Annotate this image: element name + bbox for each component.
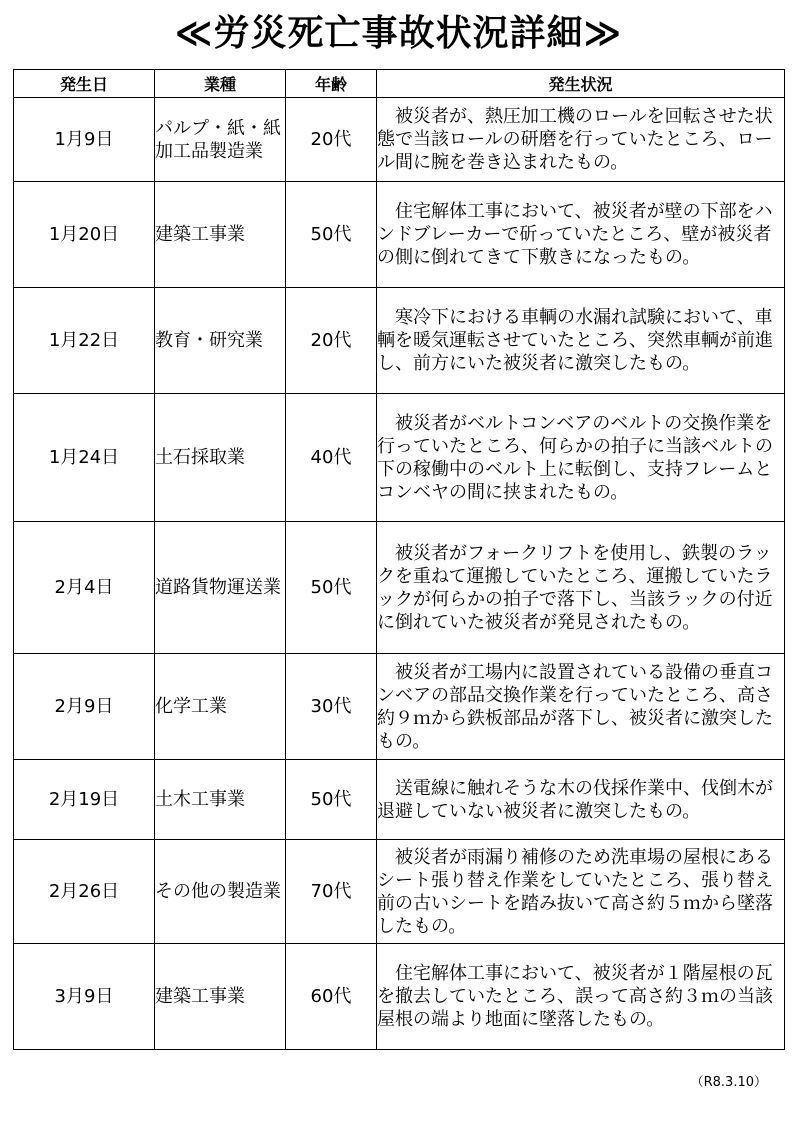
cell-date: 2月19日 xyxy=(14,760,155,840)
cell-age: 70代 xyxy=(286,840,377,944)
table-row xyxy=(14,840,785,944)
header-description: 発生状況 xyxy=(377,70,785,98)
cell-date: 2月4日 xyxy=(14,522,155,654)
cell-description: 被災者がベルトコンベアのベルトの交換作業を行っていたところ、何らかの拍子に当該ベルトの下の稼働中のベルト上に転倒し、支持フレームとコンベヤの間に挟まれたもの。 xyxy=(377,394,785,522)
cell-age: 50代 xyxy=(286,760,377,840)
cell-date: 1月24日 xyxy=(14,394,155,522)
cell-date: 1月9日 xyxy=(14,98,155,182)
table-row xyxy=(14,522,785,654)
cell-date: 1月22日 xyxy=(14,288,155,394)
table-row xyxy=(14,182,785,288)
cell-industry: その他の製造業 xyxy=(155,840,286,944)
accident-table xyxy=(13,69,785,1050)
cell-description: 寒冷下における車輌の水漏れ試験において、車輌を暖気運転させていたところ、突然車輌が前進し、前方にいた被災者に激突したもの。 xyxy=(377,288,785,394)
header-age: 年齢 xyxy=(286,70,377,98)
table-row xyxy=(14,98,785,182)
table-header-row xyxy=(14,70,785,98)
cell-industry: 建築工事業 xyxy=(155,944,286,1050)
cell-industry: 土木工事業 xyxy=(155,760,286,840)
cell-description: 住宅解体工事において、被災者が壁の下部をハンドブレーカーで斫っていたところ、壁が被災者の側に倒れてきて下敷きになったもの。 xyxy=(377,182,785,288)
cell-description: 被災者がフォークリフトを使用し、鉄製のラックを重ねて運搬していたところ、運搬していたラックが何らかの拍子で落下し、当該ラックの付近に倒れていた被災者が発見されたもの。 xyxy=(377,522,785,654)
cell-age: 30代 xyxy=(286,654,377,760)
date-note: （R8.3.10） xyxy=(690,1075,767,1090)
cell-age: 40代 xyxy=(286,394,377,522)
cell-age: 60代 xyxy=(286,944,377,1050)
cell-description: 被災者が、熱圧加工機のロールを回転させた状態で当該ロールの研磨を行っていたところ、ロール間に腕を巻き込まれたもの。 xyxy=(377,98,785,182)
header-date: 発生日 xyxy=(14,70,155,98)
cell-date: 2月26日 xyxy=(14,840,155,944)
table-row xyxy=(14,288,785,394)
cell-description: 住宅解体工事において、被災者が１階屋根の瓦を撤去していたところ、誤って高さ約３ｍの当該屋根の端より地面に墜落したもの。 xyxy=(377,944,785,1050)
cell-description: 被災者が工場内に設置されている設備の垂直コンベアの部品交換作業を行っていたところ、高さ約９ｍから鉄板部品が落下し、被災者に激突したもの。 xyxy=(377,654,785,760)
table-row xyxy=(14,394,785,522)
cell-date: 3月9日 xyxy=(14,944,155,1050)
cell-industry: 教育・研究業 xyxy=(155,288,286,394)
cell-date: 2月9日 xyxy=(14,654,155,760)
cell-industry: 化学工業 xyxy=(155,654,286,760)
cell-industry: 土石採取業 xyxy=(155,394,286,522)
table-row xyxy=(14,944,785,1050)
cell-industry: 道路貨物運送業 xyxy=(155,522,286,654)
page-title: ≪労災死亡事故状況詳細≫ xyxy=(174,13,623,54)
cell-age: 20代 xyxy=(286,98,377,182)
cell-age: 20代 xyxy=(286,288,377,394)
cell-date: 1月20日 xyxy=(14,182,155,288)
cell-description: 送電線に触れそうな木の伐採作業中、伐倒木が退避していない被災者に激突したもの。 xyxy=(377,760,785,840)
header-industry: 業種 xyxy=(155,70,286,98)
table-row xyxy=(14,654,785,760)
cell-age: 50代 xyxy=(286,182,377,288)
table-row xyxy=(14,760,785,840)
cell-industry: パルプ・紙・紙加工品製造業 xyxy=(155,98,286,182)
cell-description: 被災者が雨漏り補修のため洗車場の屋根にあるシート張り替え作業をしていたところ、張り替え前の古いシートを踏み抜いて高さ約５ｍから墜落したもの。 xyxy=(377,840,785,944)
cell-industry: 建築工事業 xyxy=(155,182,286,288)
cell-age: 50代 xyxy=(286,522,377,654)
